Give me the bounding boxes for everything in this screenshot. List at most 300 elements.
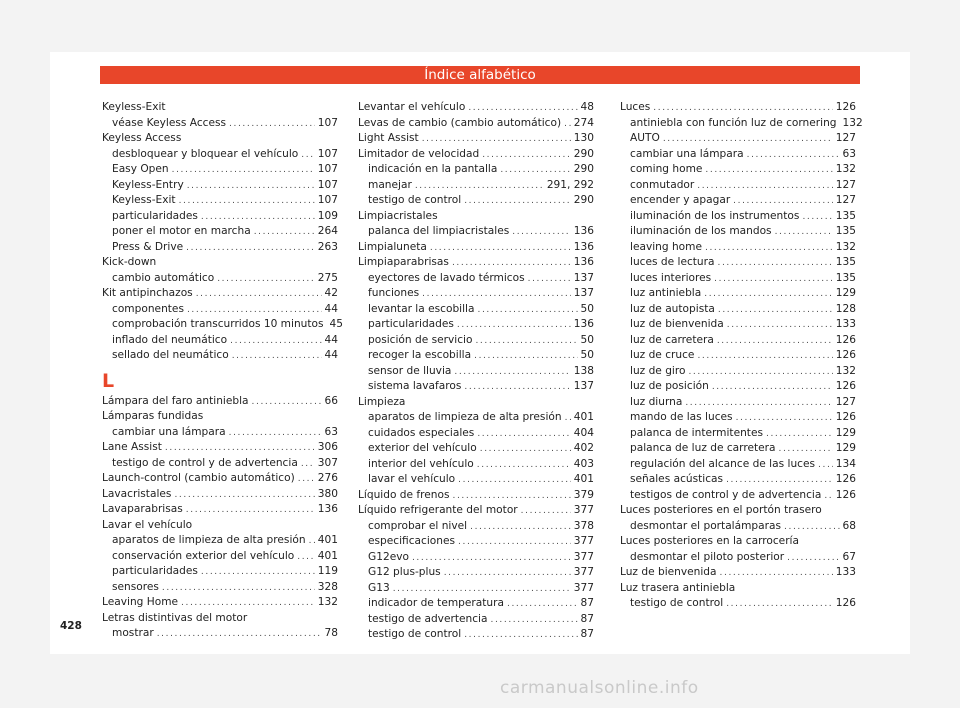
entry-term: conmutador	[630, 178, 695, 191]
index-entry	[358, 209, 594, 225]
index-subentry	[620, 441, 856, 457]
dot-leader	[521, 504, 571, 520]
index-subentry	[620, 193, 856, 209]
dot-leader	[733, 194, 833, 210]
entry-term: particularidades	[368, 318, 454, 330]
index-entry	[620, 565, 856, 581]
dot-leader	[726, 597, 833, 613]
index-subentry	[620, 457, 856, 473]
index-subentry	[358, 581, 594, 597]
dot-leader	[507, 597, 578, 613]
index-subentry	[358, 550, 594, 566]
dot-leader	[297, 550, 315, 566]
dot-leader	[232, 349, 322, 365]
dot-leader	[444, 566, 571, 582]
dot-leader	[201, 210, 315, 226]
entry-page-number: 135	[835, 225, 856, 237]
entry-term: lavar el vehículo	[368, 473, 456, 485]
entry-term: iluminación de los mandos	[630, 225, 772, 237]
dot-leader	[464, 628, 577, 644]
dot-leader	[186, 241, 315, 257]
entry-page-number: 377	[573, 535, 594, 547]
watermark: carmanualsonline.info	[500, 678, 699, 698]
index-entry	[102, 131, 338, 147]
dot-leader	[468, 101, 577, 117]
index-subentry	[620, 162, 856, 178]
index-subentry	[620, 395, 856, 411]
index-subentry	[102, 240, 338, 256]
entry-term: desbloquear y bloquear el vehículo	[112, 147, 299, 160]
entry-term: exterior del vehículo	[368, 442, 477, 454]
index-subentry	[358, 271, 594, 287]
entry-page-number: 404	[573, 426, 594, 439]
entry-page-number: 135	[835, 271, 856, 284]
dot-leader	[458, 473, 571, 489]
index-subentry	[102, 549, 338, 565]
entry-term: Limitador de velocidad	[358, 147, 480, 160]
index-subentry	[620, 379, 856, 395]
entry-term: sistema lavafaros	[368, 380, 462, 392]
index-subentry	[620, 333, 856, 349]
entry-term: testigo de control y de advertencia	[112, 456, 298, 469]
entry-page-number: 66	[324, 394, 338, 407]
index-subentry	[358, 426, 594, 442]
dot-leader	[298, 472, 315, 488]
index-subentry	[102, 224, 338, 240]
dot-leader	[453, 489, 571, 505]
dot-leader	[653, 101, 832, 117]
entry-term: Kick-down	[102, 256, 157, 268]
entry-page-number: 45	[329, 318, 344, 330]
entry-page-number: 107	[317, 163, 338, 175]
dot-leader	[186, 503, 315, 519]
index-subentry	[358, 302, 594, 318]
index-subentry	[620, 116, 863, 132]
entry-term: Leaving Home	[102, 596, 179, 608]
entry-term: Luces	[620, 101, 651, 113]
entry-page-number: 63	[324, 425, 338, 438]
index-subentry	[102, 333, 338, 349]
entry-page-number: 290	[573, 163, 594, 175]
dot-leader	[477, 458, 571, 474]
dot-leader	[477, 427, 570, 443]
index-letter-heading: L	[102, 369, 115, 392]
entry-page-number: 290	[573, 147, 594, 160]
index-entry	[102, 487, 338, 503]
dot-leader	[229, 426, 322, 442]
entry-page-number: 107	[317, 178, 338, 191]
index-subentry	[102, 271, 338, 287]
entry-page-number: 136	[573, 256, 594, 268]
index-column-1	[102, 100, 344, 642]
entry-page-number: 119	[317, 565, 338, 577]
entry-term: comprobar el nivel	[368, 519, 468, 532]
dot-leader	[457, 318, 571, 334]
dot-leader	[229, 117, 315, 133]
index-subentry	[358, 457, 594, 473]
entry-page-number: 135	[835, 256, 856, 268]
entry-page-number: 50	[580, 333, 594, 346]
entry-term: luces de lectura	[630, 256, 715, 268]
entry-term: G12 plus-plus	[368, 566, 441, 578]
index-subentry	[620, 596, 856, 612]
dot-leader	[685, 396, 832, 412]
dot-leader	[254, 225, 315, 241]
entry-term: mando de las luces	[630, 411, 733, 423]
index-subentry	[358, 178, 594, 194]
index-subentry	[358, 596, 594, 612]
entry-term: luz de giro	[630, 364, 686, 377]
entry-term: conservación exterior del vehículo	[112, 549, 295, 562]
entry-page-number: 129	[835, 442, 856, 454]
entry-term: funciones	[368, 287, 420, 299]
index-subentry	[102, 162, 338, 178]
entry-page-number: 377	[573, 581, 594, 594]
entry-page-number: 126	[835, 473, 856, 485]
dot-leader	[201, 565, 315, 581]
entry-term: G13	[368, 581, 390, 594]
entry-term: luz diurna	[630, 395, 683, 408]
entry-term: palanca de luz de carretera	[630, 442, 776, 454]
entry-term: componentes	[112, 302, 184, 315]
dot-leader	[452, 256, 571, 272]
entry-page-number: 135	[835, 209, 856, 222]
index-subentry	[102, 580, 338, 596]
dot-leader	[736, 411, 833, 427]
entry-term: Luz trasera antiniebla	[620, 581, 736, 594]
entry-page-number: 50	[580, 349, 594, 361]
entry-page-number: 290	[573, 194, 594, 206]
entry-page-number: 127	[835, 194, 856, 206]
dot-leader	[470, 520, 571, 536]
entry-term: señales acústicas	[630, 473, 724, 485]
entry-page-number: 127	[835, 395, 856, 408]
entry-page-number: 401	[573, 411, 594, 423]
dot-leader	[705, 241, 833, 257]
index-entry	[102, 440, 338, 456]
entry-page-number: 132	[317, 596, 338, 608]
entry-term: Press & Drive	[112, 240, 184, 253]
entry-term: recoger la escobilla	[368, 349, 472, 361]
entry-page-number: 379	[573, 488, 594, 501]
entry-term: luz de posición	[630, 380, 709, 392]
entry-term: testigo de advertencia	[368, 612, 488, 625]
dot-leader	[718, 303, 833, 319]
dot-leader	[697, 349, 832, 365]
index-entry	[358, 131, 594, 147]
index-subentry	[358, 472, 594, 488]
dot-leader	[162, 581, 315, 597]
index-subentry	[620, 550, 856, 566]
entry-term: antiniebla con función luz de cornering	[630, 116, 837, 129]
entry-page-number: 126	[835, 333, 856, 346]
index-subentry	[620, 317, 856, 333]
entry-page-number: 377	[573, 504, 594, 516]
index-subentry	[620, 224, 856, 240]
dot-leader	[705, 163, 832, 179]
dot-leader	[422, 287, 571, 303]
entry-term: Launch-control (cambio automático)	[102, 472, 295, 484]
entry-term: sellado del neumático	[112, 349, 229, 361]
index-entry	[620, 581, 856, 597]
entry-page-number: 136	[573, 225, 594, 237]
entry-term: iluminación de los instrumentos	[630, 209, 800, 222]
entry-term: Easy Open	[112, 163, 169, 175]
index-subentry	[358, 379, 594, 395]
page-number: 428	[60, 620, 82, 632]
entry-term: coming home	[630, 163, 703, 175]
dot-leader	[301, 457, 315, 473]
index-subentry	[102, 302, 338, 318]
entry-page-number: 136	[573, 240, 594, 253]
index-entry	[102, 100, 338, 116]
index-subentry	[358, 333, 594, 349]
entry-term: posición de servicio	[368, 333, 473, 346]
dot-leader	[490, 613, 577, 629]
index-subentry	[358, 193, 594, 209]
dot-leader	[727, 318, 833, 334]
entry-term: cambiar una lámpara	[630, 147, 744, 160]
entry-page-number: 134	[835, 457, 856, 470]
dot-leader	[720, 566, 833, 582]
entry-page-number: 107	[317, 194, 338, 206]
entry-term: Keyless-Exit	[102, 101, 166, 113]
entry-term: Líquido refrigerante del motor	[358, 504, 518, 516]
dot-leader	[482, 148, 571, 164]
index-subentry	[102, 193, 338, 209]
index-subentry	[620, 240, 856, 256]
entry-term: sensores	[112, 580, 159, 593]
entry-term: indicación en la pantalla	[368, 163, 498, 175]
entry-page-number: 126	[835, 349, 856, 361]
dot-leader	[157, 627, 322, 643]
index-subentry	[620, 364, 856, 380]
entry-term: Lavacristales	[102, 487, 172, 500]
entry-term: Limpiaparabrisas	[358, 256, 449, 268]
index-subentry	[358, 534, 594, 550]
dot-leader	[512, 225, 571, 241]
entry-page-number: 132	[835, 240, 856, 253]
index-subentry	[620, 302, 856, 318]
index-entry	[620, 503, 856, 519]
dot-leader	[747, 148, 840, 164]
index-entry	[358, 488, 594, 504]
entry-page-number: 129	[835, 426, 856, 439]
entry-page-number: 126	[835, 488, 856, 501]
entry-term: eyectores de lavado térmicos	[368, 271, 525, 284]
dot-leader	[181, 596, 315, 612]
index-subentry	[620, 286, 856, 302]
index-subentry	[358, 317, 594, 333]
entry-term: Limpieza	[358, 395, 406, 408]
dot-leader	[187, 303, 322, 319]
index-entry	[358, 240, 594, 256]
entry-page-number: 132	[835, 364, 856, 377]
dot-leader	[712, 380, 833, 396]
entry-page-number: 126	[835, 101, 856, 113]
dot-leader	[217, 272, 315, 288]
entry-term: comprobación transcurridos 10 minutos	[112, 318, 324, 330]
entry-term: Kit antipinchazos	[102, 287, 193, 299]
dot-leader	[179, 194, 315, 210]
entry-page-number: 107	[317, 147, 338, 160]
dot-leader	[663, 132, 833, 148]
entry-page-number: 109	[317, 209, 338, 222]
entry-term: Letras distintivas del motor	[102, 611, 248, 624]
dot-leader	[478, 303, 578, 319]
entry-page-number: 306	[317, 441, 338, 453]
entry-term: encender y apagar	[630, 194, 731, 206]
index-subentry	[620, 519, 856, 535]
entry-page-number: 107	[317, 116, 338, 129]
entry-page-number: 401	[317, 549, 338, 562]
entry-term: leaving home	[630, 240, 703, 253]
dot-leader	[464, 194, 571, 210]
index-subentry	[102, 456, 338, 472]
entry-term: sensor de lluvia	[368, 364, 452, 377]
entry-page-number: 328	[317, 580, 338, 593]
index-entry	[102, 255, 338, 271]
index-entry	[358, 100, 594, 116]
dot-leader	[174, 488, 314, 504]
index-column-3	[620, 100, 863, 612]
entry-page-number: 129	[835, 287, 856, 299]
entry-term: particularidades	[112, 565, 198, 577]
index-subentry	[358, 441, 594, 457]
entry-page-number: 127	[835, 132, 856, 144]
index-subentry	[620, 178, 856, 194]
index-subentry	[358, 612, 594, 628]
dot-leader	[726, 473, 833, 489]
dot-leader	[301, 148, 314, 164]
entry-page-number: 276	[317, 472, 338, 484]
entry-page-number: 67	[842, 550, 856, 563]
entry-term: interior del vehículo	[368, 457, 474, 470]
index-subentry	[102, 147, 338, 163]
entry-term: particularidades	[112, 209, 198, 222]
dot-leader	[165, 441, 315, 457]
index-subentry	[620, 488, 856, 504]
entry-term: levantar la escobilla	[368, 302, 475, 315]
index-entry	[102, 471, 338, 487]
entry-term: Limpialuneta	[358, 240, 427, 253]
index-subentry	[358, 627, 594, 643]
dot-leader	[230, 334, 321, 350]
index-subentry	[620, 209, 856, 225]
entry-term: cuidados especiales	[368, 426, 475, 439]
entry-page-number: 63	[842, 147, 856, 160]
entry-term: Lavaparabrisas	[102, 503, 183, 515]
index-subentry	[620, 255, 856, 271]
entry-page-number: 132	[835, 163, 856, 175]
entry-term: testigo de control	[368, 194, 462, 206]
dot-leader	[779, 442, 833, 458]
entry-term: Lámparas fundidas	[102, 410, 204, 422]
dot-leader	[564, 117, 571, 133]
index-entry	[358, 503, 594, 519]
dot-leader	[714, 272, 833, 288]
entry-page-number: 401	[573, 473, 594, 485]
index-column-2	[358, 100, 594, 643]
entry-page-number: 307	[317, 456, 338, 469]
index-entry	[102, 611, 338, 627]
dot-leader	[474, 349, 577, 365]
entry-page-number: 87	[580, 612, 594, 625]
index-subentry	[102, 425, 338, 441]
entry-term: Limpiacristales	[358, 209, 438, 222]
entry-page-number: 127	[835, 178, 856, 191]
entry-term: Keyless Access	[102, 132, 182, 144]
entry-page-number: 132	[842, 116, 863, 129]
index-subentry	[358, 565, 594, 581]
entry-term: Luz de bienvenida	[620, 566, 717, 578]
dot-leader	[393, 582, 571, 598]
entry-page-number: 126	[835, 380, 856, 392]
dot-leader	[430, 241, 571, 257]
dot-leader	[500, 163, 570, 179]
index-entry	[102, 502, 338, 518]
index-subentry	[358, 224, 594, 240]
index-subentry	[358, 286, 594, 302]
entry-page-number: 133	[835, 566, 856, 578]
entry-page-number: 137	[573, 380, 594, 392]
entry-page-number: 136	[573, 318, 594, 330]
index-entry	[102, 394, 338, 410]
index-subentry	[620, 426, 856, 442]
dot-leader	[196, 287, 322, 303]
entry-term: luces interiores	[630, 271, 712, 284]
index-subentry	[102, 533, 338, 549]
entry-term: aparatos de limpieza de alta presión	[112, 534, 306, 546]
dot-leader	[412, 551, 571, 567]
index-entry	[358, 116, 594, 132]
entry-page-number: 264	[317, 225, 338, 237]
entry-term: testigo de control	[368, 628, 462, 640]
dot-leader	[787, 551, 839, 567]
index-entry	[102, 286, 338, 302]
entry-term: mostrar	[112, 627, 154, 639]
index-subentry	[620, 410, 856, 426]
dot-leader	[309, 534, 315, 550]
entry-page-number: 401	[317, 534, 338, 546]
entry-term: cambio automático	[112, 271, 215, 284]
index-subentry	[102, 209, 338, 225]
index-subentry	[102, 626, 338, 642]
entry-page-number: 48	[580, 101, 594, 113]
dot-leader	[454, 365, 570, 381]
entry-page-number: 126	[835, 411, 856, 423]
dot-leader	[422, 132, 571, 148]
entry-term: desmontar el piloto posterior	[630, 550, 785, 563]
entry-page-number: 87	[580, 628, 594, 640]
entry-page-number: 275	[317, 271, 338, 284]
dot-leader	[480, 442, 571, 458]
entry-term: testigo de control	[630, 597, 724, 609]
index-subentry	[102, 348, 338, 364]
dot-leader	[252, 395, 322, 411]
entry-page-number: 68	[842, 519, 856, 532]
dot-leader	[475, 334, 577, 350]
entry-page-number: 50	[580, 302, 594, 315]
entry-term: palanca de intermitentes	[630, 426, 763, 439]
entry-term: luz de autopista	[630, 302, 715, 315]
entry-page-number: 138	[573, 364, 594, 377]
index-subentry	[358, 364, 594, 380]
dot-leader	[187, 179, 315, 195]
entry-term: Levantar el vehículo	[358, 101, 466, 113]
dot-leader	[688, 365, 832, 381]
dot-leader	[717, 334, 833, 350]
